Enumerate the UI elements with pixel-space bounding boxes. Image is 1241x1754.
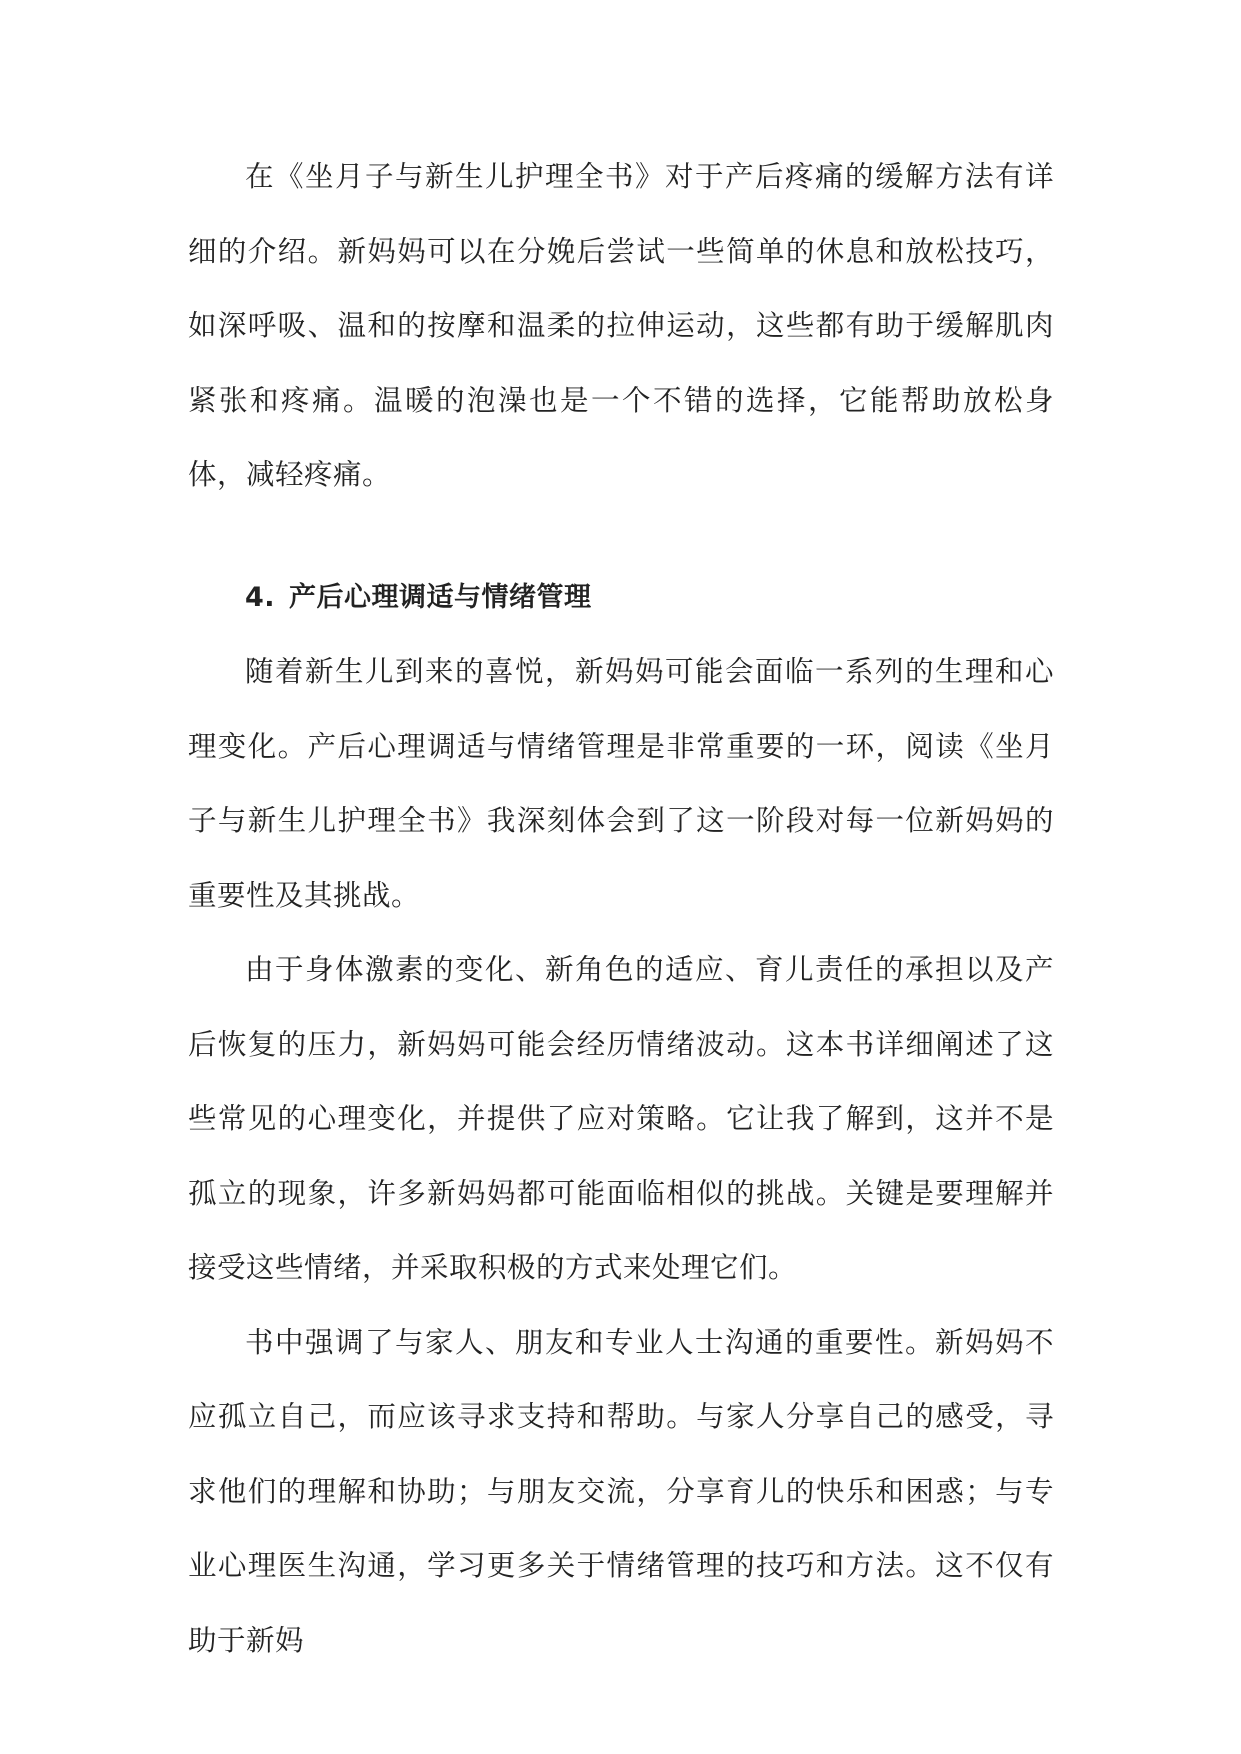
paragraph-postpartum-pain-relief: 在《坐月子与新生儿护理全书》对于产后疼痛的缓解方法有详细的介绍。新妈妈可以在分娩后尝试一些简单的休息和放松技巧，如深呼吸、温和的按摩和温柔的拉伸运动，这些都有助于缓解肌肉紧张和疼痛。温暖的泡澡也是一个不错的选择，它能帮助放松身体，减轻疼痛。 xyxy=(188,160,1054,491)
paragraph-mood-swings: 由于身体激素的变化、新角色的适应、育儿责任的承担以及产后恢复的压力，新妈妈可能会经历情绪波动。这本书详细阐述了这些常见的心理变化，并提供了应对策略。它让我了解到，这并不是孤立的现象，许多新妈妈都可能面临相似的挑战。关键是要理解并接受这些情绪，并采取积极的方式来处理它们。 xyxy=(188,953,1054,1284)
section-number: 4. xyxy=(245,581,276,613)
paragraph-emotional-changes: 随着新生儿到来的喜悦，新妈妈可能会面临一系列的生理和心理变化。产后心理调适与情绪管理是非常重要的一环，阅读《坐月子与新生儿护理全书》我深刻体会到了这一阶段对每一位新妈妈的重要性及其挑战。 xyxy=(188,655,1054,912)
document-body xyxy=(188,140,1054,1678)
paragraph-communication: 书中强调了与家人、朋友和专业人士沟通的重要性。新妈妈不应孤立自己，而应该寻求支持和帮助。与家人分享自己的感受，寻求他们的理解和协助；与朋友交流，分享育儿的快乐和困惑；与专业心理医生沟通，学习更多关于情绪管理的技巧和方法。这不仅有助于新妈 xyxy=(188,1325,1054,1657)
section-title: 产后心理调适与情绪管理 xyxy=(289,581,592,613)
section-heading xyxy=(188,561,1054,636)
